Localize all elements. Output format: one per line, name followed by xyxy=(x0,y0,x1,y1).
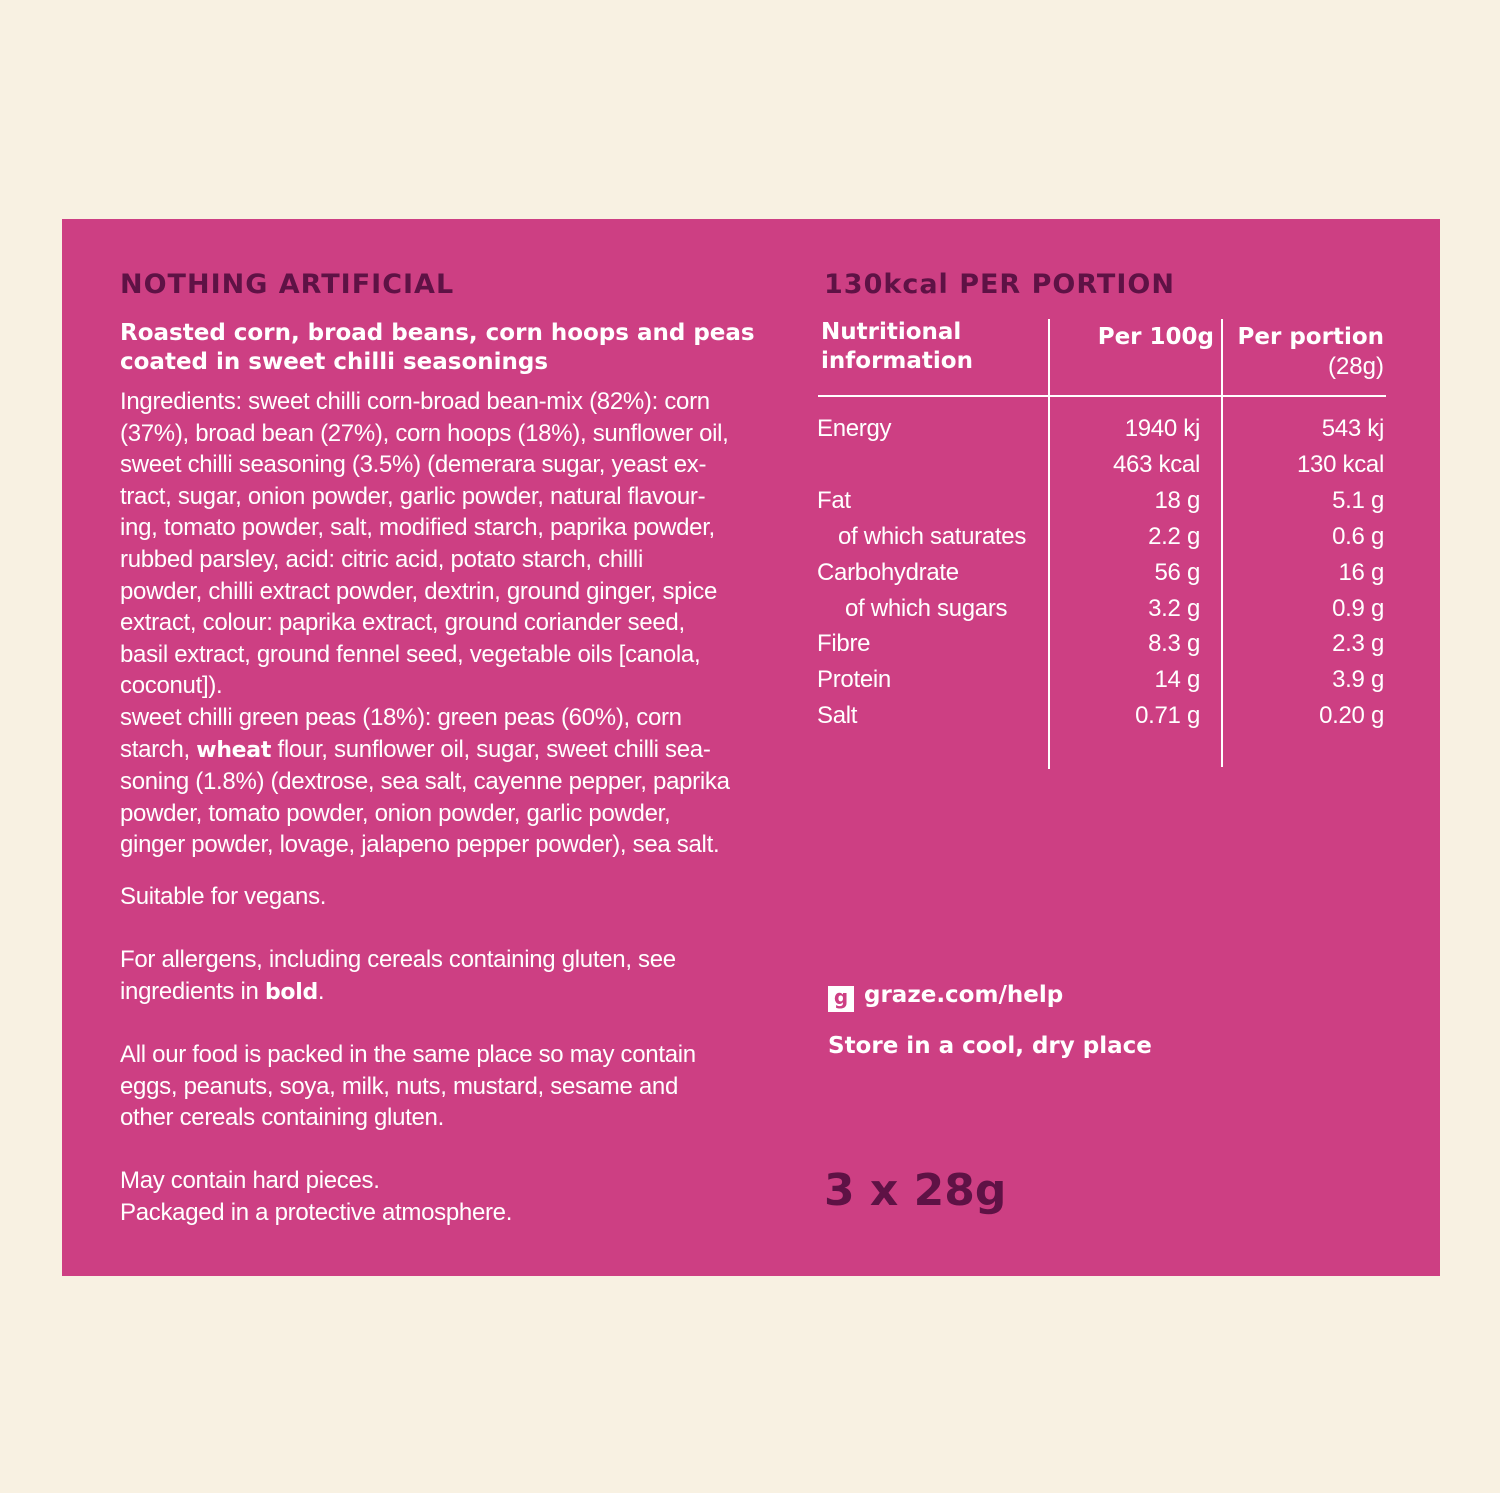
row-label: of which sugars xyxy=(845,595,1008,622)
ingredients-line: (37%), broad bean (27%), corn hoops (18%), sunflower oil, xyxy=(120,419,729,447)
ingredients-line: powder, chilli extract powder, dextrin, ground ginger, spice xyxy=(120,577,718,605)
ingredients-line: ginger powder, lovage, jalapeno pepper powder), sea salt. xyxy=(120,831,720,859)
allergen-fragment: ingredients in xyxy=(120,977,265,1005)
bold-word: bold xyxy=(264,979,318,1005)
atmosphere-line: Packaged in a protective atmosphere. xyxy=(120,1198,513,1226)
nothing-artificial-heading: NOTHING ARTIFICIAL xyxy=(120,269,455,300)
pack-size: 3 x 28g xyxy=(824,1165,1007,1216)
col-header-line: Nutritional xyxy=(821,319,962,345)
ingredients-line: soning (1.8%) (dextrose, sea salt, cayenne pepper, paprika xyxy=(120,768,730,796)
hard-pieces-line: May contain hard pieces. xyxy=(120,1167,380,1194)
row-label: Protein xyxy=(817,666,891,693)
storage-instructions: Store in a cool, dry place xyxy=(828,1033,1152,1059)
row-label: Salt xyxy=(817,702,858,729)
row-per100: 1940 kj xyxy=(1124,415,1200,442)
row-portion: 3.9 g xyxy=(1332,666,1384,693)
ingredients-line: powder, tomato powder, onion powder, garlic powder, xyxy=(120,799,671,827)
table-divider-1 xyxy=(1048,319,1050,769)
ingredients-line: coconut]). xyxy=(120,672,223,700)
col-header-line: information xyxy=(821,348,973,374)
allergen-line: For allergens, including cereals containing gluten, see xyxy=(120,946,676,973)
ingredients-fragment: starch, xyxy=(120,735,197,763)
may-contain-line: All our food is packed in the same place so may contain xyxy=(120,1041,696,1068)
product-subtitle: Roasted corn, broad beans, corn hoops and peas coated in sweet chilli seasonings xyxy=(120,320,755,375)
allergen-fragment: . xyxy=(317,977,325,1005)
may-contain-line: eggs, peanuts, soya, milk, nuts, mustard, sesame and xyxy=(120,1072,679,1100)
ingredients-line: basil extract, ground fennel seed, vegetable oils [canola, xyxy=(120,640,701,668)
row-per100: 14 g xyxy=(1154,666,1200,693)
kcal-per-portion-heading: 130kcal PER PORTION xyxy=(824,269,1175,300)
col-header-per-portion: Per portion xyxy=(1237,324,1384,350)
row-label: Carbohydrate xyxy=(817,559,959,586)
row-per100: 0.71 g xyxy=(1135,702,1200,729)
row-portion: 16 g xyxy=(1338,559,1384,586)
row-portion: 5.1 g xyxy=(1332,487,1384,514)
graze-logo-icon: g xyxy=(828,986,854,1012)
row-per100: 463 kcal xyxy=(1113,451,1200,478)
row-portion: 2.3 g xyxy=(1332,630,1384,657)
table-divider-2 xyxy=(1221,319,1223,767)
packaging-note xyxy=(120,1165,770,1228)
allergen-note xyxy=(120,944,770,1008)
ingredients-line: extract, colour: paprika extract, ground coriander seed, xyxy=(120,609,685,637)
col-header-nutritional xyxy=(821,318,973,376)
nutrition-panel xyxy=(62,219,1440,1276)
vegan-note: Suitable for vegans. xyxy=(120,883,327,910)
col-header-portion-size: (28g) xyxy=(1327,353,1384,380)
ingredients-line: rubbed parsley, acid: citric acid, potato starch, chilli xyxy=(120,545,644,573)
row-per100: 2.2 g xyxy=(1148,523,1200,550)
ingredients-line xyxy=(120,734,770,767)
ingredients-text xyxy=(120,386,770,861)
ingredients-line: sweet chilli seasoning (3.5%) (demerara sugar, yeast ex- xyxy=(120,451,707,479)
may-contain-line: other cereals containing gluten. xyxy=(120,1104,444,1132)
col-header-per-100g: Per 100g xyxy=(1097,324,1214,350)
table-header-rule xyxy=(818,395,1386,397)
row-portion: 130 kcal xyxy=(1297,451,1384,478)
row-per100: 3.2 g xyxy=(1148,595,1200,622)
row-portion: 0.20 g xyxy=(1319,702,1384,729)
ingredients-line: tract, sugar, onion powder, garlic powder, natural flavour- xyxy=(120,482,706,510)
ingredients-line: sweet chilli green peas (18%): green peas (60%), corn xyxy=(120,703,682,731)
row-label: Energy xyxy=(817,415,892,442)
row-portion: 543 kj xyxy=(1321,415,1384,442)
row-portion: 0.9 g xyxy=(1332,595,1384,622)
row-label: Fibre xyxy=(817,630,871,657)
row-per100: 18 g xyxy=(1154,487,1200,514)
row-label: of which saturates xyxy=(838,523,1027,550)
ingredients-line: ing, tomato powder, salt, modified starch, paprika powder, xyxy=(120,514,715,542)
row-per100: 8.3 g xyxy=(1148,630,1200,657)
ingredients-fragment: flour, sunflower oil, sugar, sweet chilli sea- xyxy=(271,735,711,763)
row-per100: 56 g xyxy=(1154,559,1200,586)
row-label: Fat xyxy=(817,487,851,514)
allergen-wheat: wheat xyxy=(196,737,272,763)
may-contain-note xyxy=(120,1039,770,1134)
help-link[interactable]: graze.com/help xyxy=(864,982,1064,1008)
allergen-line xyxy=(120,976,770,1009)
ingredients-line: Ingredients: sweet chilli corn-broad bean-mix (82%): corn xyxy=(120,388,710,415)
row-portion: 0.6 g xyxy=(1332,523,1384,550)
